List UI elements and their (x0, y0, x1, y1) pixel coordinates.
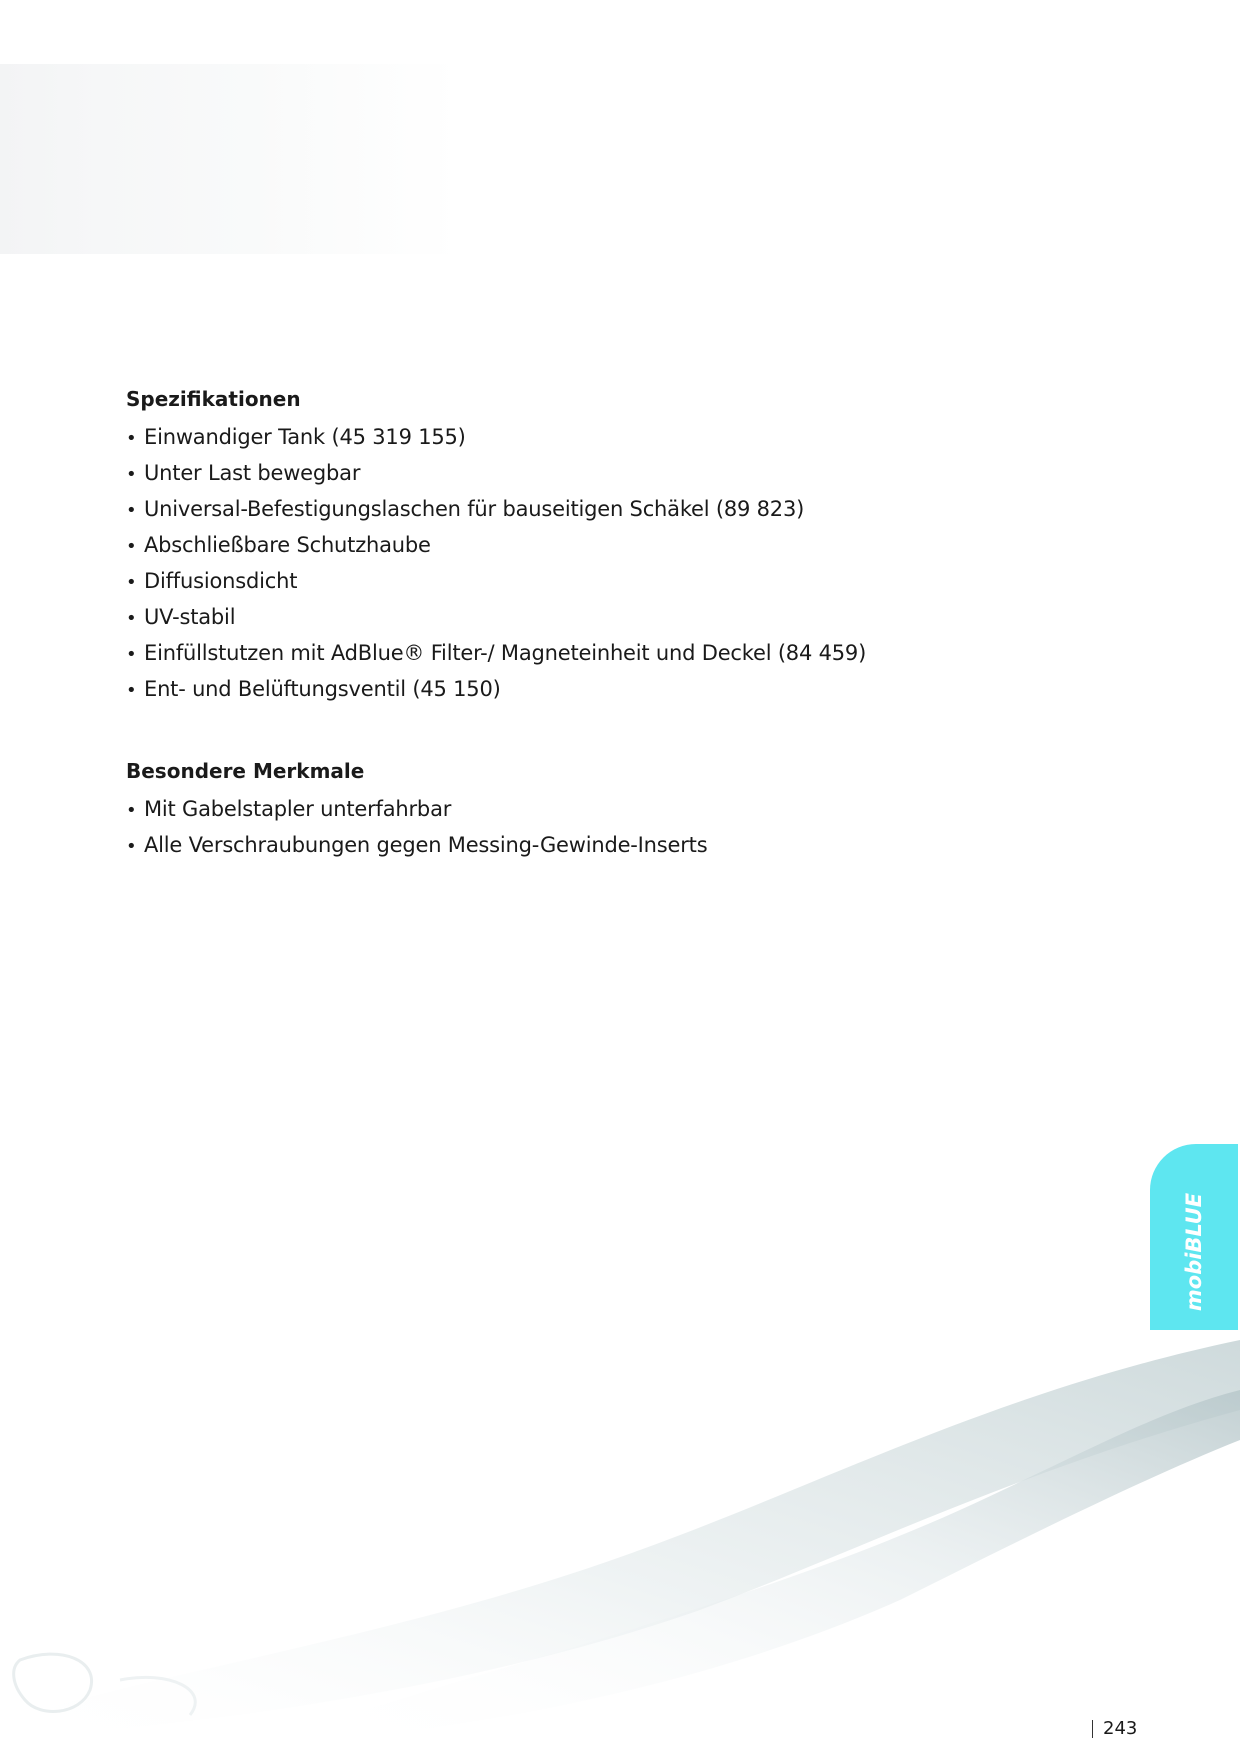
list-item-text: Einfüllstutzen mit AdBlue® Filter-/ Magneteinheit und Deckel (84 459) (144, 641, 867, 665)
list-item (126, 672, 1026, 708)
list-item (126, 636, 1026, 672)
list-item-text: Abschließbare Schutzhaube (144, 533, 431, 557)
page-number: 243 (1092, 1720, 1137, 1738)
corner-shade (0, 64, 460, 254)
list-item (126, 492, 1026, 528)
list-item-text: Alle Verschraubungen gegen Messing-Gewinde-Inserts (144, 833, 708, 857)
list-item (126, 828, 1026, 864)
bullet-icon: • (126, 428, 137, 449)
list-item-text: Diffusionsdicht (144, 569, 298, 593)
bullet-icon: • (126, 500, 137, 521)
spec-list (126, 420, 1026, 708)
list-item-text: Einwandiger Tank (45 319 155) (144, 425, 466, 449)
bullet-icon: • (126, 608, 137, 629)
bullet-icon: • (126, 680, 137, 701)
features-list (126, 792, 1026, 864)
bullet-icon: • (126, 572, 137, 593)
section-spacer (126, 708, 1026, 756)
list-item-text: UV-stabil (144, 605, 236, 629)
list-item-text: Unter Last bewegbar (144, 461, 361, 485)
bullet-icon: • (126, 644, 137, 665)
list-item (126, 792, 1026, 828)
list-item (126, 420, 1026, 456)
spec-content (126, 384, 1026, 864)
water-splash-icon (0, 1300, 1240, 1740)
list-item (126, 600, 1026, 636)
bullet-icon: • (126, 800, 137, 821)
list-item (126, 564, 1026, 600)
bullet-icon: • (126, 836, 137, 857)
brand-label: mobiBLUE (1182, 1192, 1206, 1311)
list-item (126, 528, 1026, 564)
section-heading-besondere-merkmale: Besondere Merkmale (126, 759, 365, 783)
list-item-text: Ent- und Belüftungsventil (45 150) (144, 677, 501, 701)
list-item (126, 456, 1026, 492)
section-heading-spezifikationen: Spezifikationen (126, 387, 301, 411)
bullet-icon: • (126, 536, 137, 557)
bullet-icon: • (126, 464, 137, 485)
list-item-text: Mit Gabelstapler unterfahrbar (144, 797, 452, 821)
list-item-text: Universal-Befestigungslaschen für bauseitigen Schäkel (89 823) (144, 497, 805, 521)
